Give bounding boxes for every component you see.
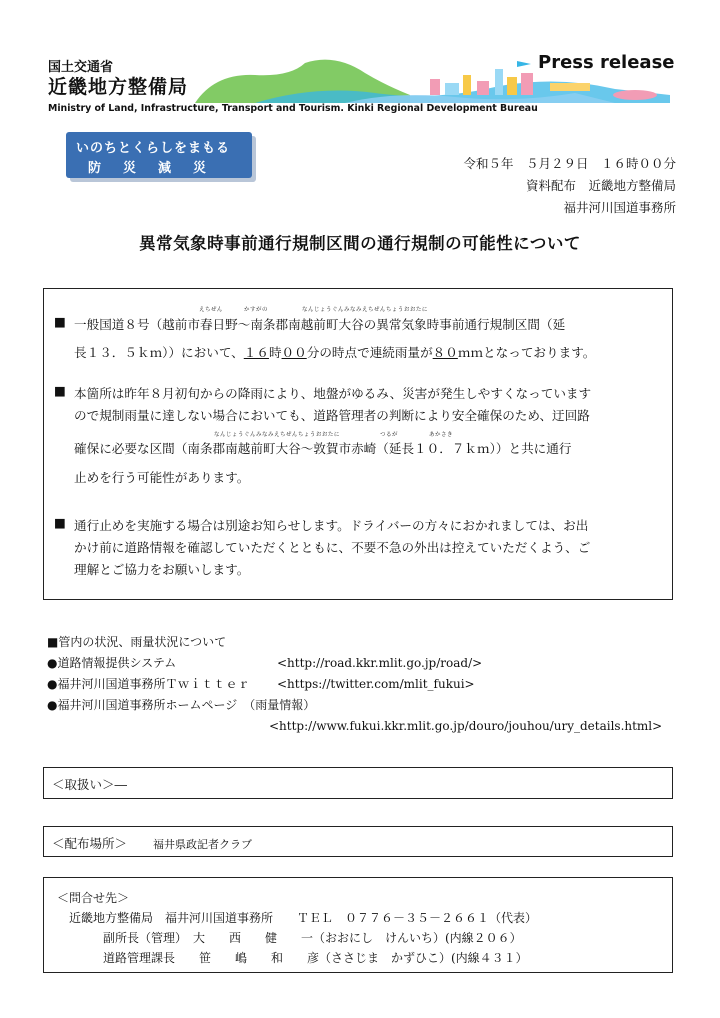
contact-person-1: 副所長（管理） 大 西 健 一（おおにし けんいち）(内線２０６） (103, 931, 522, 945)
status-item-label: ●福井河川国道事務所Ｔｗｉｔｔｅｒ (47, 677, 250, 691)
status-section (47, 632, 663, 737)
badge-slogan: いのちとくらしをまもる (76, 141, 231, 156)
status-heading: ■管内の状況、雨量状況について (47, 635, 227, 649)
disaster-prevention-badge (66, 132, 252, 178)
distribution-value: 福井県政記者クラブ (153, 838, 252, 851)
bullet-1-line-2: 長１３．５ｋｍ））において、１６時００分の時点で連続雨量が８０ｍｍとなっております。 (74, 345, 596, 360)
ruby-kasugano: かすがの (244, 307, 269, 313)
header (0, 0, 720, 125)
bullet-2-line-3: 確保に必要な区間（南条郡南越前町大谷～敦賀市赤崎（延長１０．７ｋｍ））と共に通行 (74, 441, 572, 456)
distribution-box (43, 826, 673, 857)
landscape-illustration (195, 55, 670, 105)
badge-subtitle: 防災減災 (88, 161, 229, 176)
bullet-mark: ■ (54, 515, 66, 530)
status-item-homepage (47, 695, 315, 716)
ruby-nanjougun: なんじょうぐんみなみえちぜんちょうおおたに (302, 307, 428, 313)
contact-office: 近畿地方整備局 福井河川国道事務所 ＴＥＬ ０７７６－３５－２６６１（代表） (69, 911, 538, 925)
contact-person-2: 道路管理課長 笹 嶋 和 彦（ささじま かずひこ）(内線４３１） (103, 951, 528, 965)
distribution-label: ＜配布場所＞ (52, 836, 128, 851)
rainfall-info-link[interactable]: <http://www.fukui.kkr.mlit.go.jp/douro/jouhou/ury_details.html> (269, 719, 663, 733)
twitter-link[interactable]: <https://twitter.com/mlit_fukui> (277, 677, 475, 691)
report-minute: ００ (281, 345, 307, 360)
bullet-mark: ■ (54, 383, 66, 398)
contact-info (57, 888, 537, 968)
bullet-2-line-1: 本箇所は昨年８月初旬からの降雨により、地盤がゆるみ、災害が発生しやすくなっています (74, 386, 592, 401)
contact-heading: ＜問合せ先＞ (57, 891, 130, 905)
bullet-3-line-3: 理解とご協力をお願いします。 (74, 562, 250, 577)
distribution-source: 資料配布 近畿地方整備局 (525, 178, 676, 193)
ruby-echizen: えちぜん (199, 307, 223, 313)
release-date: 令和５年 ５月２９日 １６時００分 (463, 156, 676, 171)
road-info-link[interactable]: <http://road.kkr.mlit.go.jp/road/> (277, 656, 483, 670)
document-title: 異常気象時事前通行規制区間の通行規制の可能性について (139, 234, 581, 253)
bureau-name-jp: 近畿地方整備局 (48, 76, 189, 98)
ministry-name-jp: 国土交通省 (48, 60, 114, 75)
bullet-2-line-2: ので規制雨量に達しない場合においても、道路管理者の判断により安全確保のため、迂回路 (74, 408, 590, 423)
status-item-label: ●福井河川国道事務所ホームページ （雨量情報） (47, 698, 316, 712)
status-item-label: ●道路情報提供システム (47, 656, 177, 670)
handling-box (43, 767, 673, 799)
bullet-1-line-1: 一般国道８号（越前市春日野～南条郡南越前町大谷の異常気象時事前通行規制区間（延 (74, 317, 566, 332)
ruby-tsuruga: つるが (380, 432, 399, 438)
ministry-name-en: Ministry of Land, Infrastructure, Transport and Tourism. Kinki Regional Development Bureau (48, 103, 538, 114)
press-release-label: Press release (538, 52, 675, 73)
ruby-nanjougun-2: なんじょうぐんみなみえちぜんちょうおおたに (214, 432, 340, 438)
status-item-road-info (47, 653, 483, 674)
rainfall-amount: ８０ (432, 345, 458, 360)
ruby-akasaki: あかさき (429, 432, 454, 438)
main-notice-box (43, 288, 673, 600)
handling-label: ＜取扱い＞― (52, 777, 128, 792)
bullet-3-line-1: 通行止めを実施する場合は別途お知らせします。ドライバーの方々におかれましては、お出 (74, 518, 589, 533)
issuing-office: 福井河川国道事務所 (563, 200, 676, 215)
report-hour: １６ (243, 345, 269, 360)
bullet-3-line-2: かけ前に道路情報を確認していただくとともに、不要不急の外出は控えていただくよう、ご (74, 540, 591, 555)
status-item-twitter (47, 674, 475, 695)
bullet-2-line-4: 止めを行う可能性があります。 (74, 470, 250, 485)
status-item-homepage-url-row (47, 716, 663, 737)
bullet-mark: ■ (54, 314, 66, 329)
release-meta (463, 153, 676, 219)
